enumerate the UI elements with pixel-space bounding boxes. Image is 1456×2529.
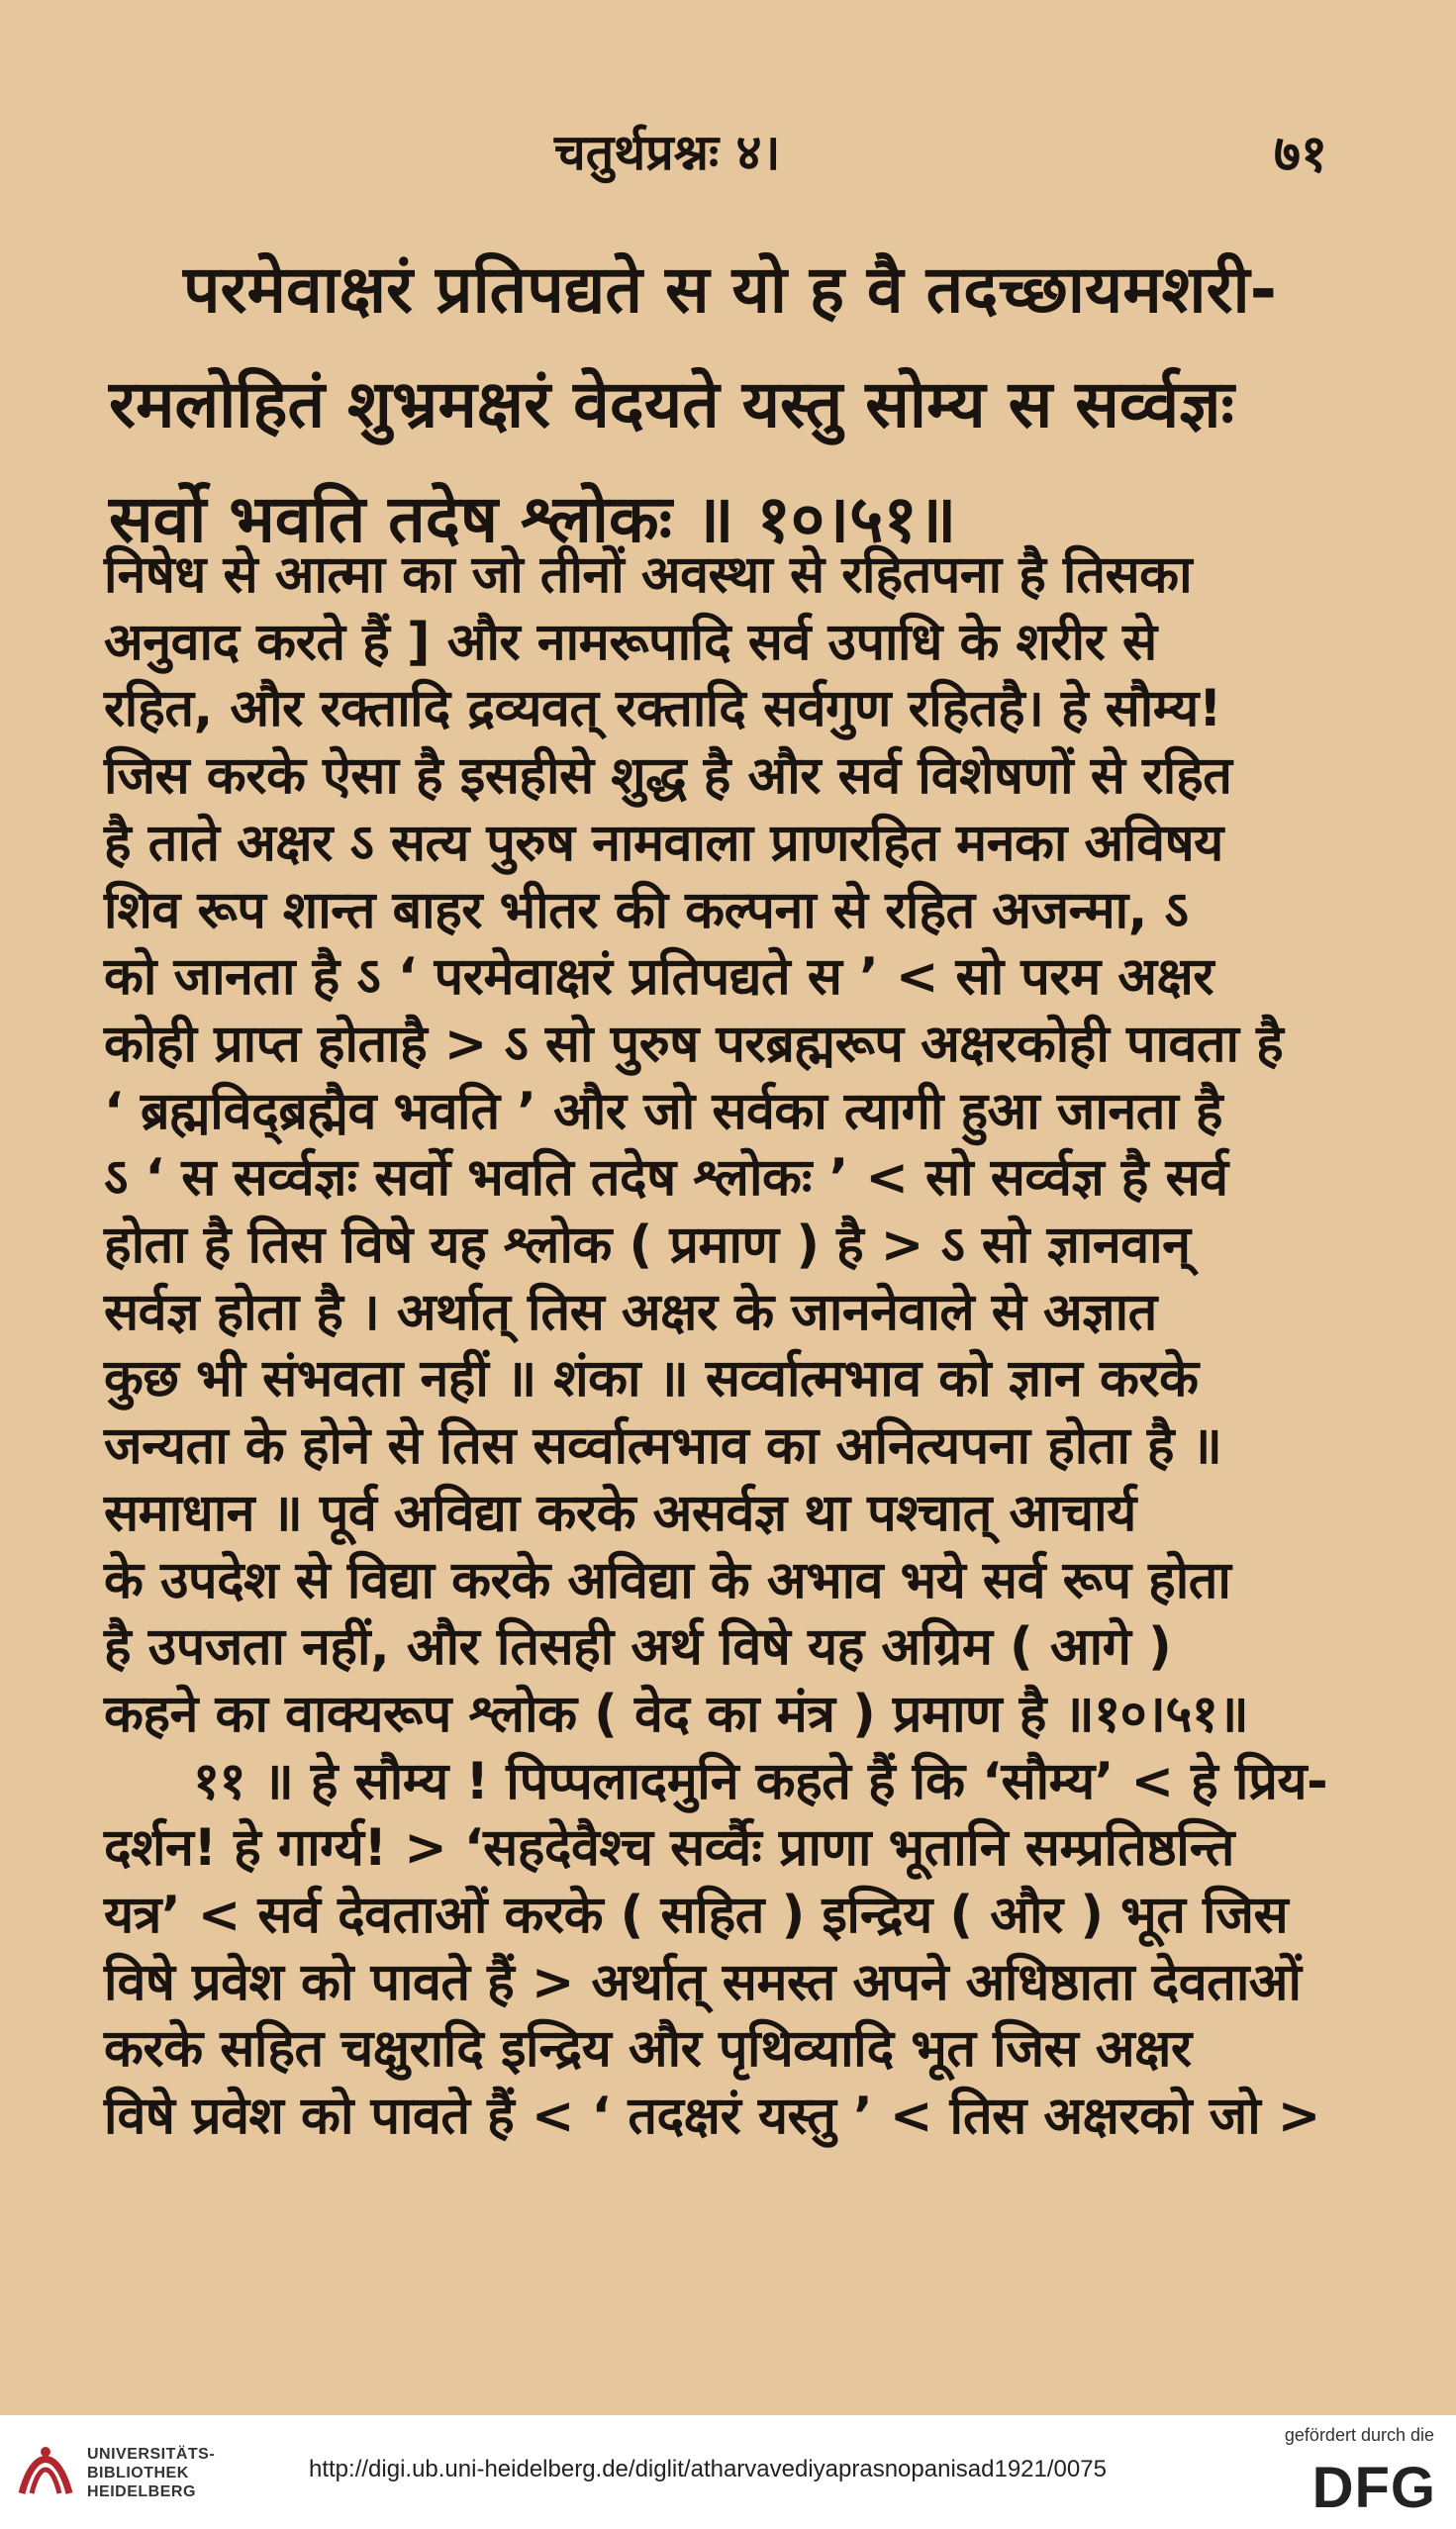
commentary-line: है उपजता नहीं, और तिसही अर्थ विषे यह अग्रिम ( आगे ) [104, 1617, 1172, 1678]
commentary-line: होता है तिस विषे यह श्लोक ( प्रमाण ) है > ऽ सो ज्ञानवान् [104, 1216, 1191, 1276]
commentary-line: दर्शन! हे गार्ग्य! > ‘सहदेवैश्च सर्व्वैः प्राणा भूतानि सम्प्रतिष्ठन्ति [104, 1818, 1234, 1879]
commentary-line: अनुवाद करते हैं ] और नामरूपादि सर्व उपाधि के शरीर से [104, 612, 1157, 672]
commentary-line: के उपदेश से विद्या करके अविद्या के अभाव भये सर्व रूप होता [104, 1550, 1231, 1610]
viewer-footer [0, 2415, 1456, 2529]
commentary-line: विषे प्रवेश को पावते हैं < ‘ तदक्षरं यस्तु ’ < तिस अक्षरको जो > [104, 2087, 1320, 2147]
commentary-line: कोही प्राप्त होताहै > ऽ सो पुरुष परब्रह्मरूप अक्षरकोही पावता है [104, 1014, 1284, 1074]
commentary-line: यत्र’ < सर्व देवताओं करके ( सहित ) इन्द्रिय ( और ) भूत जिस [104, 1886, 1289, 1946]
verse-line: सर्वो भवति तदेष श्लोकः ॥ १०।५१॥ [109, 481, 957, 557]
page-number: ७१ [1273, 125, 1327, 184]
library-name[interactable] [87, 2445, 215, 2501]
commentary-block [104, 542, 1362, 2151]
commentary-line: समाधान ॥ पूर्व अविद्या करके असर्वज्ञ था पश्चात् आचार्य [104, 1483, 1136, 1543]
commentary-line: शिव रूप शान्त बाहर भीतर की कल्पना से रहित अजन्मा, ऽ [104, 880, 1189, 940]
commentary-line: विषे प्रवेश को पावते हैं > अर्थात् समस्त अपने अधिष्ठाता देवताओं [104, 1952, 1302, 2012]
commentary-line: सर्वज्ञ होता है । अर्थात् तिस अक्षर के जाननेवाले से अज्ञात [104, 1282, 1157, 1342]
funded-by-label: gefördert durch die [1284, 2425, 1434, 2445]
commentary-line: जन्यता के होने से तिस सर्व्वात्मभाव का अनित्यपना होता है ॥ [104, 1416, 1222, 1477]
commentary-line: निषेध से आत्मा का जो तीनों अवस्था से रहितपना है तिसका [104, 545, 1193, 605]
dfg-logo[interactable]: DFG [1311, 2456, 1436, 2520]
commentary-line: को जानता है ऽ ‘ परमेवाक्षरं प्रतिपद्यते स ’ < सो परम अक्षर [104, 947, 1214, 1008]
page-header [109, 117, 1347, 196]
commentary-line: ‘ ब्रह्मविद्ब्रह्मैव भवति ’ और जो सर्वका त्यागी हुआ जानता है [104, 1081, 1223, 1141]
running-head: चतुर्थप्रश्नः ४। [554, 124, 781, 181]
library-line: HEIDELBERG [87, 2483, 196, 2500]
library-line: BIBLIOTHEK [87, 2465, 189, 2481]
commentary-line: ११ ॥ हे सौम्य ! पिप्पलादमुनि कहते हैं कि ‘सौम्य’ < हे प्रिय- [193, 1751, 1328, 1811]
commentary-line: जिस करके ऐसा है इसहीसे शुद्ध है और सर्व विशेषणों से रहित [104, 746, 1232, 807]
commentary-line: ऽ ‘ स सर्व्वज्ञः सर्वो भवति तदेष श्लोकः ’ < सो सर्व्वज्ञ है सर्व [104, 1148, 1228, 1209]
permalink-url[interactable]: http://digi.ub.uni-heidelberg.de/diglit/atharvavediyaprasnopanisad1921/0075 [309, 2456, 1107, 2482]
commentary-line: है ताते अक्षर ऽ सत्य पुरुष नामवाला प्राणरहित मनका अविषय [104, 813, 1223, 873]
verse-line: रमलोहितं शुभ्रमक्षरं वेदयते यस्तु सोम्य स सर्व्वज्ञः [109, 366, 1234, 442]
verse-line: परमेवाक्षरं प्रतिपद्यते स यो ह वै तदच्छायमशरी- [183, 251, 1278, 328]
commentary-line: कुछ भी संभवता नहीं ॥ शंका ॥ सर्व्वात्मभाव को ज्ञान करके [104, 1349, 1199, 1410]
university-seal-icon[interactable] [14, 2438, 77, 2501]
commentary-line: करके सहित चक्षुरादि इन्द्रिय और पृथिव्यादि भूत जिस अक्षर [104, 2019, 1192, 2080]
commentary-line: कहने का वाक्यरूप श्लोक ( वेद का मंत्र ) प्रमाण है ॥१०।५१॥ [104, 1684, 1249, 1744]
commentary-line: रहित, और रक्तादि द्रव्यवत् रक्तादि सर्वगुण रहितहै। हे सौम्य! [104, 679, 1222, 739]
library-line: UNIVERSITÄTS- [87, 2446, 216, 2463]
verse-block [109, 233, 1362, 577]
